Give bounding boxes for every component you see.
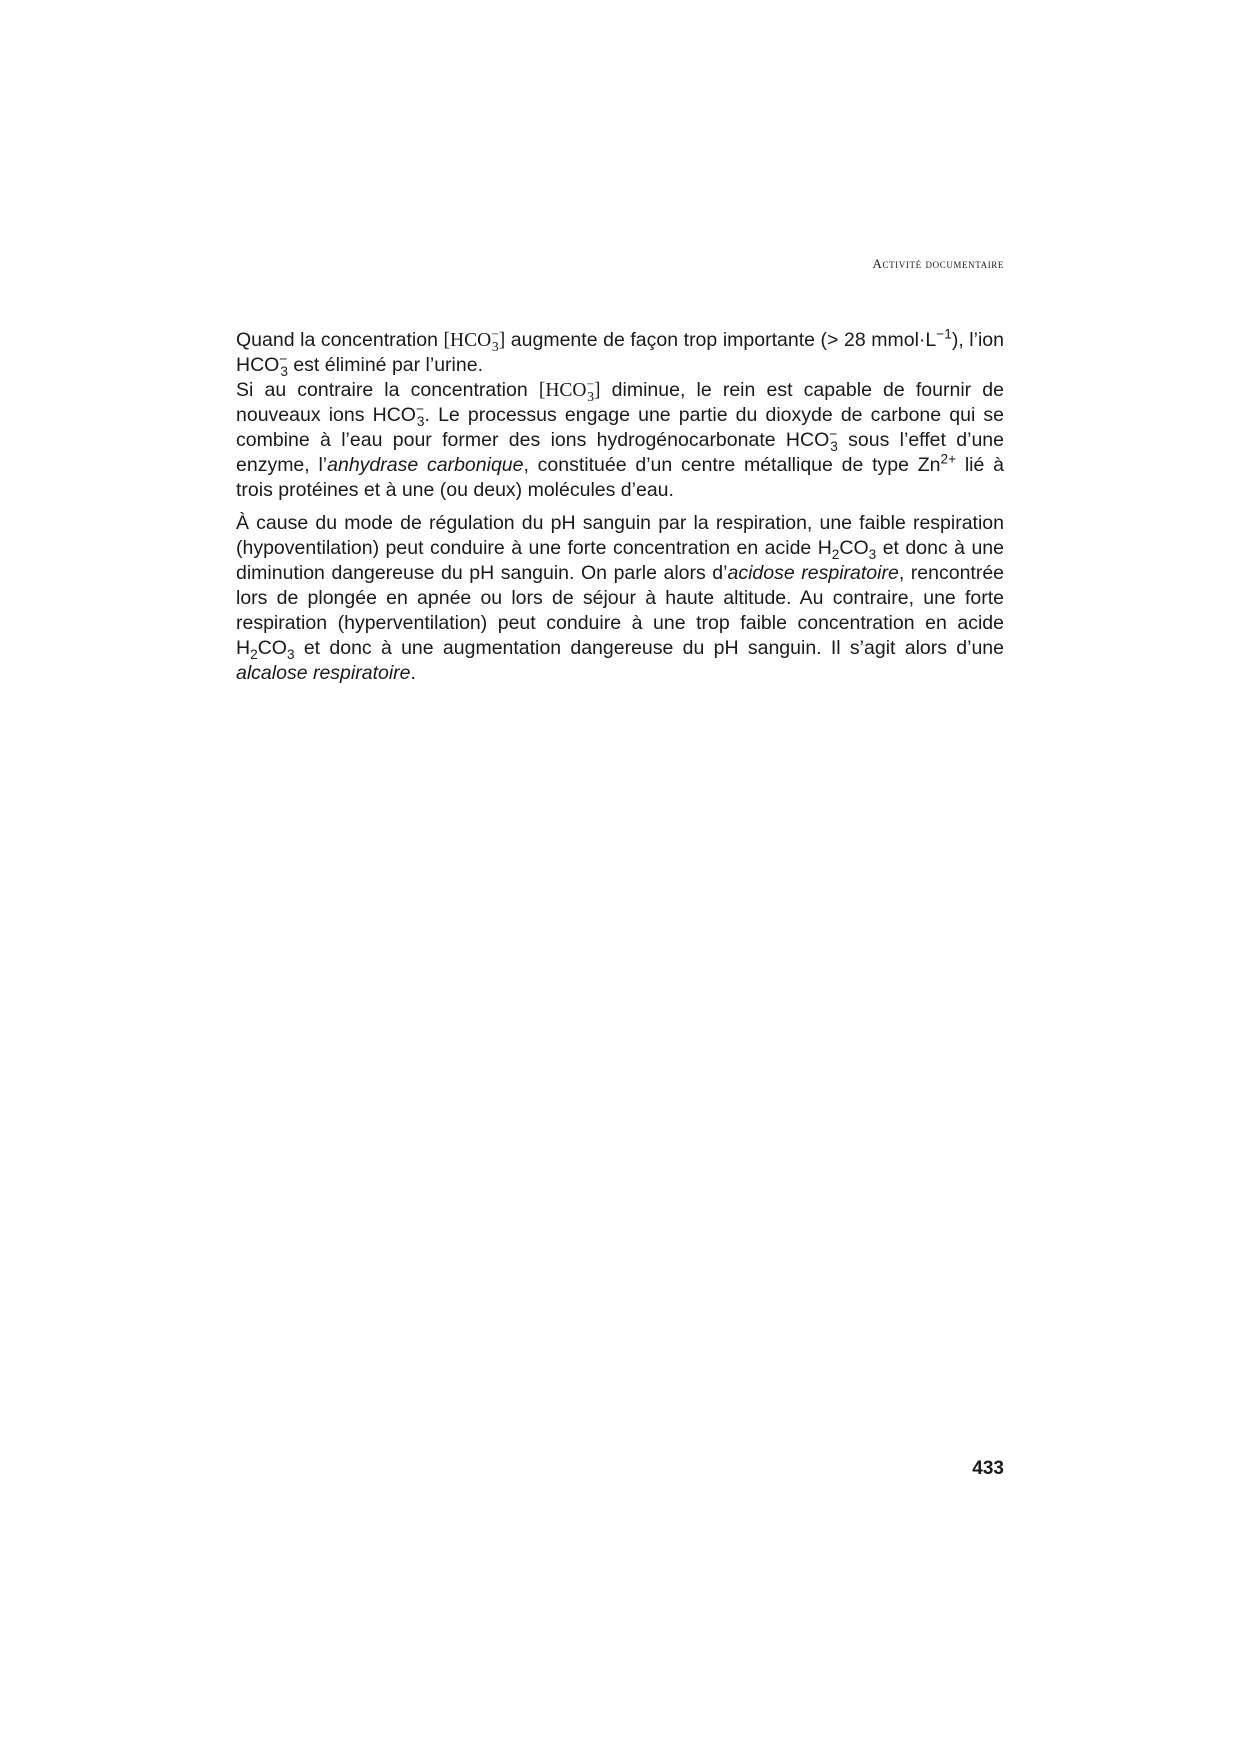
running-head: Activité documentaire [872, 256, 1004, 271]
bicarbonate-concentration-formula: $[HCO^-_3]$ [538, 376, 601, 404]
text-run: lié à trois protéines et à une (ou deux) molécules d’eau. [236, 454, 1004, 501]
paragraph-bicarbonate-regulation [236, 328, 1004, 503]
text-run: CO [839, 537, 869, 559]
subscript: 2 [831, 546, 840, 562]
text-run: ), l’ion HCO [236, 329, 1004, 376]
unit-exponent: −1 [936, 326, 952, 342]
ion-charge: −$_3$ [279, 351, 288, 379]
term-anhydrase-carbonique: anhydrase carbonique [327, 454, 524, 476]
text-run: CO [257, 637, 287, 659]
text-run: augmente de façon trop importante ( [505, 329, 828, 351]
text-run: Quand la concentration [236, 329, 444, 351]
text-run: et donc à une diminution dangereuse du pH sanguin. On parle alors d’ [236, 537, 1004, 584]
ion-charge: −$_3$ [829, 426, 838, 454]
subscript: 3 [868, 546, 877, 562]
text-run: diminue, le rein est capable de fournir de nouveaux ions HCO [236, 379, 1004, 426]
text-run: . [410, 662, 416, 684]
zinc-charge: 2+ [940, 451, 957, 467]
text-run: est éliminé par l’urine. [287, 354, 483, 376]
term-alcalose-respiratoire: alcalose respiratoire [236, 662, 411, 684]
text-run: Si au contraire la concentration [236, 379, 539, 401]
text-run: , rencontrée lors de plongée en apnée ou lors de séjour à haute altitude. Au contraire, une forte respiration (hyperventilation) peut conduire à une trop faible concentration en acide H [236, 562, 1005, 659]
text-run: À cause du mode de régulation du pH sanguin par la respiration, une faible respiration (hypoventilation) peut conduire à une forte concentration en acide H [236, 512, 1004, 559]
page-number: 433 [972, 1458, 1004, 1479]
text-run: , constituée d’un centre métallique de type Zn [523, 454, 941, 476]
ion-charge: −$_3$ [415, 401, 425, 429]
threshold-value: > 28 mmol·L [827, 329, 937, 351]
subscript: 3 [286, 646, 295, 662]
text-run: et donc à une augmentation dangereuse du pH sanguin. Il s’agit alors d’une [294, 637, 1004, 659]
bicarbonate-concentration-formula: $[HCO^-_3]$ [443, 326, 506, 354]
paragraph-respiratory-regulation [236, 511, 1004, 686]
text-run: . Le processus engage une partie du dioxyde de carbone qui se combine à l’eau pour former des ions hydrogénocarbonate HCO [236, 404, 1005, 451]
text-run: sous l’effet d’une enzyme, l’ [236, 429, 1004, 476]
term-acidose-respiratoire: acidose respiratoire [727, 562, 899, 584]
subscript: 2 [250, 646, 258, 662]
body-text [236, 328, 1004, 686]
